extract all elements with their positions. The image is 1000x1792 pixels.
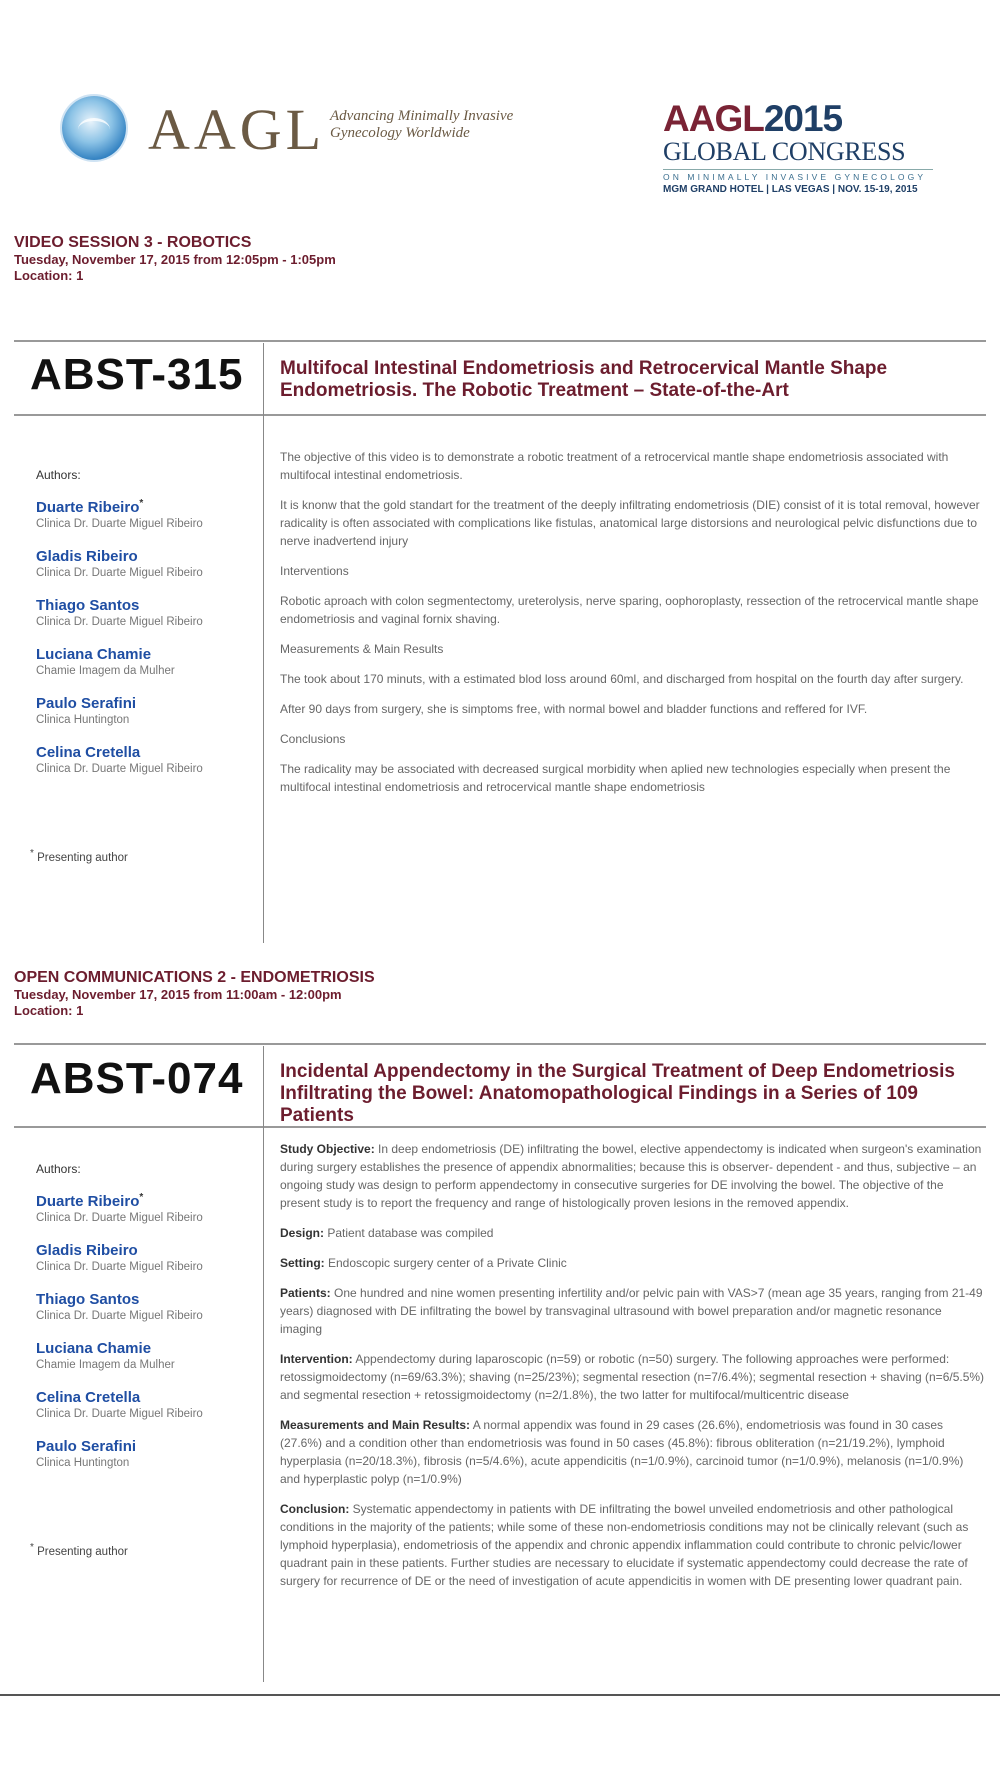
abstract-paragraph bbox=[280, 592, 985, 628]
paragraph-label: Setting: bbox=[280, 1256, 325, 1270]
presenting-label: Presenting author bbox=[37, 1545, 128, 1558]
abstract-paragraph bbox=[280, 1500, 985, 1590]
divider bbox=[14, 414, 986, 416]
author-name-row bbox=[36, 1238, 261, 1260]
author-name[interactable]: Thiago Santos bbox=[36, 1291, 140, 1308]
presenting-mark: * bbox=[139, 498, 144, 509]
author-item bbox=[36, 740, 261, 777]
author-name[interactable]: Celina Cretella bbox=[36, 1389, 141, 1406]
paragraph-text: After 90 days from surgery, she is simptoms free, with normal bowel and bladder functions and reffered for IVF. bbox=[280, 702, 868, 716]
author-affiliation: Chamie Imagem da Mulher bbox=[36, 665, 175, 677]
authors-label: Authors: bbox=[36, 468, 81, 482]
paragraph-text: It is knonw that the gold standart for the treatment of the deeply infiltrating endometriosis (DIE) consist of it is total removal, however radicality is often associated with complications like fistulas, anatomical large distorsions and neurological pelvic disfunctions due to nerve inadvertend injury bbox=[280, 498, 980, 548]
author-name[interactable]: Paulo Serafini bbox=[36, 1438, 137, 1455]
author-affiliation: Clinica Dr. Duarte Miguel Ribeiro bbox=[36, 763, 203, 775]
tagline-line-1: Advancing Minimally Invasive bbox=[330, 108, 514, 124]
abstract-paragraph bbox=[280, 670, 985, 688]
column-divider bbox=[263, 343, 264, 943]
aagl-wordmark: AAGL bbox=[148, 97, 326, 162]
congress-subtitle: ON MINIMALLY INVASIVE GYNECOLOGY bbox=[663, 172, 927, 182]
abstract-paragraph bbox=[280, 1140, 985, 1212]
column-divider bbox=[263, 1046, 264, 1682]
author-name-row bbox=[36, 1189, 261, 1211]
author-name[interactable]: Paulo Serafini bbox=[36, 695, 137, 712]
session-location: Location: 1 bbox=[14, 1003, 84, 1018]
session-location: Location: 1 bbox=[14, 268, 84, 283]
author-item bbox=[36, 1189, 261, 1226]
presenting-mark: * bbox=[30, 1542, 34, 1553]
paragraph-text: A normal appendix was found in 29 cases (26.6%), endometriosis was found in 30 cases (27.6%) and a condition other than endometriosis was found in 50 cases (45.8%): fibrous obliteration (n=21/19.2%), lymphoid hyperplasia (n=20/18.3%), fibrosis (n=5/4.6%), acute appendicitis (n=1/0.9%), carcinoid tumor (n=1/0.9%), melanosis (n=1/0.9%) and hyperplastic polyp (n=1/0.9%) bbox=[280, 1418, 964, 1486]
paragraph-label: Intervention: bbox=[280, 1352, 353, 1366]
abstract-id: ABST-315 bbox=[30, 350, 244, 399]
abstract-paragraph bbox=[280, 1224, 985, 1242]
paragraph-label: Measurements and Main Results: bbox=[280, 1418, 471, 1432]
abstract-body bbox=[280, 448, 985, 808]
congress-logo bbox=[663, 100, 943, 197]
author-item bbox=[36, 495, 261, 532]
paragraph-label: Design: bbox=[280, 1226, 325, 1240]
author-affiliation: Clinica Huntington bbox=[36, 1457, 130, 1469]
abstract-id: ABST-074 bbox=[30, 1054, 244, 1103]
paragraph-text: Systematic appendectomy in patients with DE infiltrating the bowel unveiled endometriosis and other pathological conditions in the majority of the patients; while some of these non-endometriosis conditions may not be clinically relevant (such as lymphoid hyperplasia), endometriosis of the appendix and chronic appendix inflammation could contribute to chronic pelvic/lower quadrant pain in these patients. Further studies are necessary to elucidate if systematic appendectomy could decrease the rate of surgery for recurrence of DE or the need of investigation of acute appendicitis in women with DE presenting lower quadrant pain. bbox=[280, 1502, 969, 1588]
author-name[interactable]: Luciana Chamie bbox=[36, 1340, 152, 1357]
session-title: VIDEO SESSION 3 - ROBOTICS bbox=[14, 234, 252, 251]
congress-venue: MGM GRAND HOTEL | LAS VEGAS | NOV. 15-19, 2015 bbox=[663, 184, 918, 195]
author-affiliation: Clinica Dr. Duarte Miguel Ribeiro bbox=[36, 1408, 203, 1420]
author-name[interactable]: Duarte Ribeiro bbox=[36, 499, 140, 516]
abstract-paragraph bbox=[280, 1284, 985, 1338]
author-name-row bbox=[36, 495, 261, 517]
author-item bbox=[36, 691, 261, 728]
congress-brand bbox=[663, 100, 943, 138]
authors-label: Authors: bbox=[36, 1162, 81, 1176]
author-item bbox=[36, 1385, 261, 1422]
congress-divider bbox=[663, 169, 933, 170]
paragraph-text: The objective of this video is to demonstrate a robotic treatment of a retrocervical mantle shape endometriosis associated with multifocal intestinal endometriosis. bbox=[280, 450, 949, 482]
paragraph-label: Conclusion: bbox=[280, 1502, 350, 1516]
author-name-row bbox=[36, 1434, 261, 1456]
abstract-paragraph bbox=[280, 700, 985, 718]
author-name[interactable]: Gladis Ribeiro bbox=[36, 548, 138, 565]
author-affiliation: Clinica Dr. Duarte Miguel Ribeiro bbox=[36, 518, 203, 530]
abstract-paragraph bbox=[280, 496, 985, 550]
author-name-row bbox=[36, 1287, 261, 1309]
abstract-title: Multifocal Intestinal Endometriosis and Retrocervical Mantle Shape Endometriosis. The Robotic Treatment – State-of-the-Art bbox=[280, 358, 888, 401]
author-affiliation: Clinica Dr. Duarte Miguel Ribeiro bbox=[36, 616, 203, 628]
author-name[interactable]: Celina Cretella bbox=[36, 744, 141, 761]
author-affiliation: Clinica Dr. Duarte Miguel Ribeiro bbox=[36, 567, 203, 579]
abstract-paragraph bbox=[280, 562, 985, 580]
paragraph-text: Endoscopic surgery center of a Private Clinic bbox=[324, 1256, 567, 1270]
tagline-line-2: Gynecology Worldwide bbox=[330, 125, 470, 141]
divider bbox=[14, 1126, 986, 1128]
author-item bbox=[36, 1434, 261, 1471]
abstract-paragraph bbox=[280, 760, 985, 796]
paragraph-text: Measurements & Main Results bbox=[280, 642, 444, 656]
abstract-title: Incidental Appendectomy in the Surgical Treatment of Deep Endometriosis Infiltrating the Bowel: Anatomopathological Findings in a Series of 109 Patients bbox=[280, 1061, 955, 1126]
authors-list bbox=[36, 468, 261, 789]
author-affiliation: Clinica Dr. Duarte Miguel Ribeiro bbox=[36, 1212, 203, 1224]
author-name[interactable]: Gladis Ribeiro bbox=[36, 1242, 138, 1259]
author-item bbox=[36, 1287, 261, 1324]
aagl-seal-icon bbox=[62, 96, 126, 160]
author-name-row bbox=[36, 544, 261, 566]
author-name[interactable]: Duarte Ribeiro bbox=[36, 1193, 140, 1210]
author-item bbox=[36, 593, 261, 630]
session-header bbox=[14, 969, 375, 1019]
abstract-paragraph bbox=[280, 1416, 985, 1488]
author-affiliation: Clinica Huntington bbox=[36, 714, 130, 726]
abstract-paragraph bbox=[280, 1254, 985, 1272]
paragraph-label: Patients: bbox=[280, 1286, 331, 1300]
author-name-row bbox=[36, 1336, 261, 1358]
session-time: Tuesday, November 17, 2015 from 11:00am - 12:00pm bbox=[14, 987, 342, 1002]
paragraph-text: The took about 170 minuts, with a estimated blod loss around 60ml, and discharged from hospital on the fourth day after surgery. bbox=[280, 672, 964, 686]
author-name[interactable]: Thiago Santos bbox=[36, 597, 140, 614]
author-name-row bbox=[36, 691, 261, 713]
congress-year: 2015 bbox=[763, 98, 843, 139]
author-item bbox=[36, 1238, 261, 1275]
author-item bbox=[36, 1336, 261, 1373]
paragraph-text: Conclusions bbox=[280, 732, 346, 746]
presenting-label: Presenting author bbox=[37, 851, 128, 864]
author-name-row bbox=[36, 593, 261, 615]
paragraph-text: The radicality may be associated with decreased surgical morbidity when aplied new technologies especially when present the multifocal intestinal endometriosis and retrocervical mantle shape endometriosis bbox=[280, 762, 951, 794]
aagl-tagline bbox=[330, 108, 513, 142]
author-name-row bbox=[36, 1385, 261, 1407]
presenting-mark: * bbox=[30, 848, 34, 859]
author-item bbox=[36, 544, 261, 581]
divider bbox=[14, 1043, 986, 1045]
abstract-paragraph bbox=[280, 448, 985, 484]
paragraph-text: Patient database was compiled bbox=[324, 1226, 494, 1240]
paragraph-text: One hundred and nine women presenting infertility and/or pelvic pain with VAS>7 (mean age 35 years, ranging from 21-49 years) diagnosed with DE infiltrating the bowel by transvaginal ultrasound with bowel preparation and/or magnetic resonance imaging bbox=[280, 1286, 983, 1336]
divider bbox=[14, 340, 986, 342]
abstract-paragraph bbox=[280, 730, 985, 748]
author-affiliation: Clinica Dr. Duarte Miguel Ribeiro bbox=[36, 1310, 203, 1322]
author-affiliation: Clinica Dr. Duarte Miguel Ribeiro bbox=[36, 1261, 203, 1273]
presenting-mark: * bbox=[139, 1192, 144, 1203]
paragraph-label: Study Objective: bbox=[280, 1142, 375, 1156]
congress-title: GLOBAL CONGRESS bbox=[663, 137, 906, 166]
abstract-paragraph bbox=[280, 1350, 985, 1404]
congress-brand-name: AAGL bbox=[663, 98, 764, 139]
paragraph-text: Appendectomy during laparoscopic (n=59) or robotic (n=50) surgery. The following approaches were performed: retossigmoidectomy (n=69/63.3%); shaving (n=25/23%); segmental resection (n=7/6.4%); segmental resection + shaving (n=6/5.5%) and segmental resection + retossigmoidectomy (n=2/1.8%), the two latter for multifocal/multicentric disease bbox=[280, 1352, 985, 1402]
authors-list bbox=[36, 1162, 261, 1483]
paragraph-text: In deep endometriosis (DE) infiltrating the bowel, elective appendectomy is indicated when surgeon's examination during surgery establishes the presence of appendix abnormalities; because this is observer- dependent - and thus, subjective – an ongoing study was design to perform appendectomy in consecutive surgeries for DE involving the bowel. The objective of the present study is to report the frequency and range of histologically proven lesions in the removed appendix. bbox=[280, 1142, 982, 1210]
paragraph-text: Interventions bbox=[280, 564, 349, 578]
abstract-body bbox=[280, 1140, 985, 1602]
abstract-paragraph bbox=[280, 640, 985, 658]
presenting-author-note bbox=[30, 848, 128, 864]
session-time: Tuesday, November 17, 2015 from 12:05pm - 1:05pm bbox=[14, 252, 336, 267]
session-title: OPEN COMMUNICATIONS 2 - ENDOMETRIOSIS bbox=[14, 969, 375, 986]
author-name[interactable]: Luciana Chamie bbox=[36, 646, 152, 663]
presenting-author-note bbox=[30, 1542, 128, 1558]
paragraph-text: Robotic aproach with colon segmentectomy, ureterolysis, nerve sparing, oophoroplasty, ressection of the retrocervical mantle shape endometriosis and vaginal fornix shaving. bbox=[280, 594, 979, 626]
session-header bbox=[14, 234, 336, 284]
author-affiliation: Chamie Imagem da Mulher bbox=[36, 1359, 175, 1371]
page-bottom-border bbox=[0, 1694, 1000, 1696]
aagl-logo bbox=[62, 96, 582, 176]
author-item bbox=[36, 642, 261, 679]
author-name-row bbox=[36, 740, 261, 762]
author-name-row bbox=[36, 642, 261, 664]
